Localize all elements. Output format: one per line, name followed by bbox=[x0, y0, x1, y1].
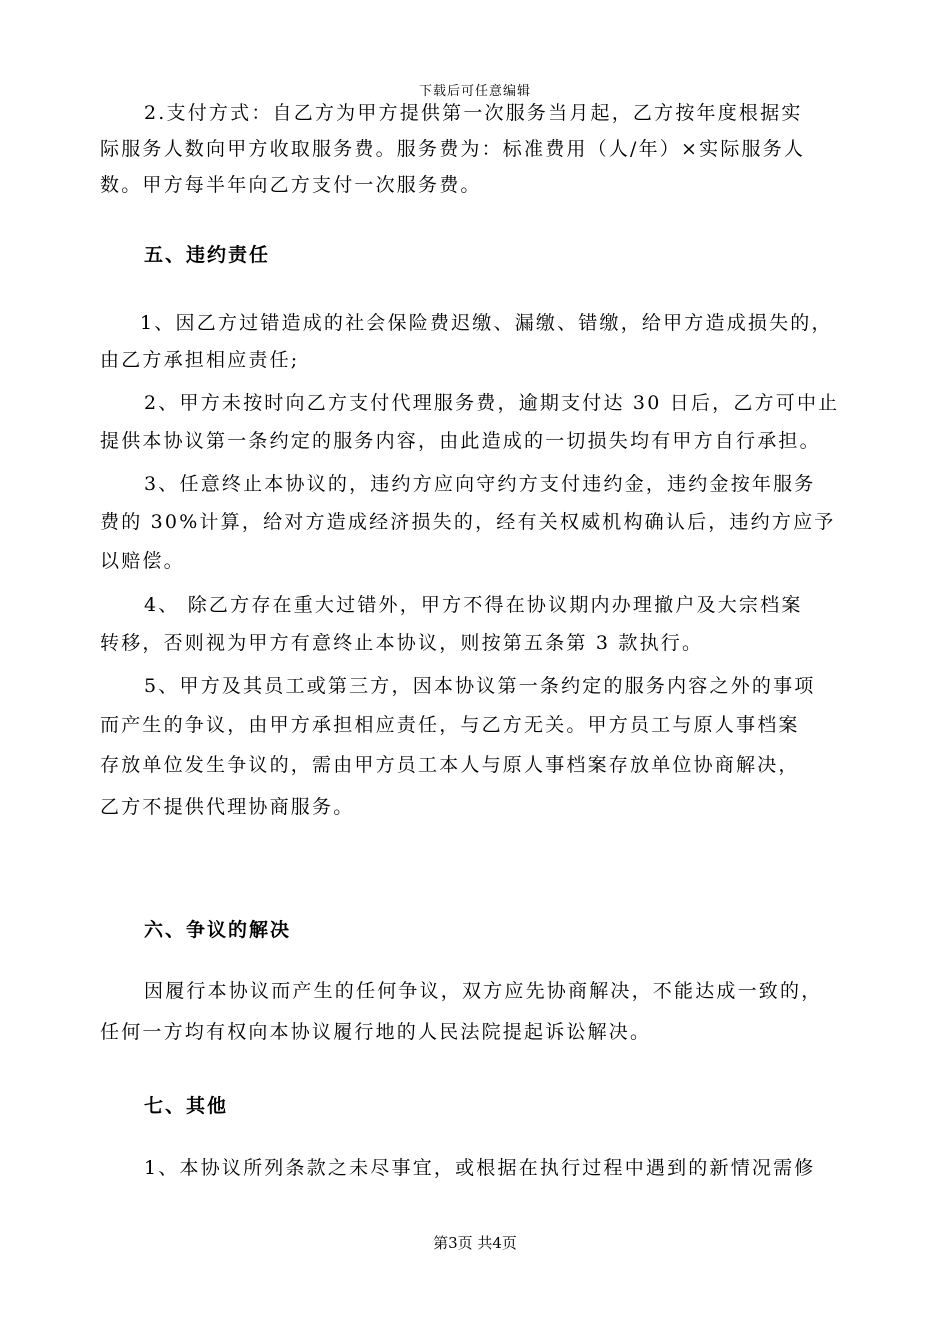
text-line: 乙方不提供代理协商服务。 bbox=[100, 796, 355, 818]
section-title-liability: 五、违约责任 bbox=[144, 244, 271, 266]
text-line: 费的 30%计算，给对方造成经济损失的，经有关权威机构确认后，违约方应予 bbox=[100, 511, 836, 533]
text-line: 1、因乙方过错造成的社会保险费迟缴、漏缴、错缴，给甲方造成损失的， bbox=[140, 312, 833, 334]
text-line: 任何一方均有权向本协议履行地的人民法院提起诉讼解决。 bbox=[100, 1021, 652, 1043]
text-line: 5、甲方及其员工或第三方，因本协议第一条约定的服务内容之外的事项 bbox=[144, 675, 816, 697]
text-line: 因履行本协议而产生的任何争议，双方应先协商解决，不能达成一致的， bbox=[144, 980, 823, 1002]
section-title-dispute: 六、争议的解决 bbox=[144, 919, 292, 941]
text-line: 2.支付方式：自乙方为甲方提供第一次服务当月起，乙方按年度根据实 bbox=[144, 102, 803, 124]
text-line: 3、任意终止本协议的，违约方应向守约方支付违约金，违约金按年服务 bbox=[144, 473, 816, 495]
text-line: 提供本协议第一条约定的服务内容，由此造成的一切损失均有甲方自行承担。 bbox=[100, 430, 821, 452]
text-line: 4、 除乙方存在重大过错外，甲方不得在协议期内办理撤户及大宗档案 bbox=[144, 594, 803, 616]
text-line: 数。甲方每半年向乙方支付一次服务费。 bbox=[100, 174, 482, 196]
page-footer: 第3页 共4页 bbox=[433, 1234, 517, 1252]
text-line: 而产生的争议，由甲方承担相应责任，与乙方无关。甲方员工与原人事档案 bbox=[100, 714, 800, 736]
section-title-other: 七、其他 bbox=[144, 1095, 229, 1117]
text-line: 以赔偿。 bbox=[100, 550, 185, 572]
text-line: 1、本协议所列条款之未尽事宜，或根据在执行过程中遇到的新情况需修 bbox=[144, 1157, 816, 1179]
text-line: 际服务人数向甲方收取服务费。服务费为：标准费用（人/年）×实际服务人 bbox=[100, 138, 806, 160]
text-line: 由乙方承担相应责任; bbox=[100, 349, 300, 371]
text-line: 存放单位发生争议的，需由甲方员工本人与原人事档案存放单位协商解决， bbox=[100, 754, 800, 776]
text-line: 2、甲方未按时向乙方支付代理服务费，逾期支付达 30 日后，乙方可中止 bbox=[144, 392, 840, 414]
page-header-note: 下载后可任意编辑 bbox=[418, 84, 531, 99]
text-line: 转移，否则视为甲方有意终止本协议，则按第五条第 3 款执行。 bbox=[100, 632, 704, 654]
